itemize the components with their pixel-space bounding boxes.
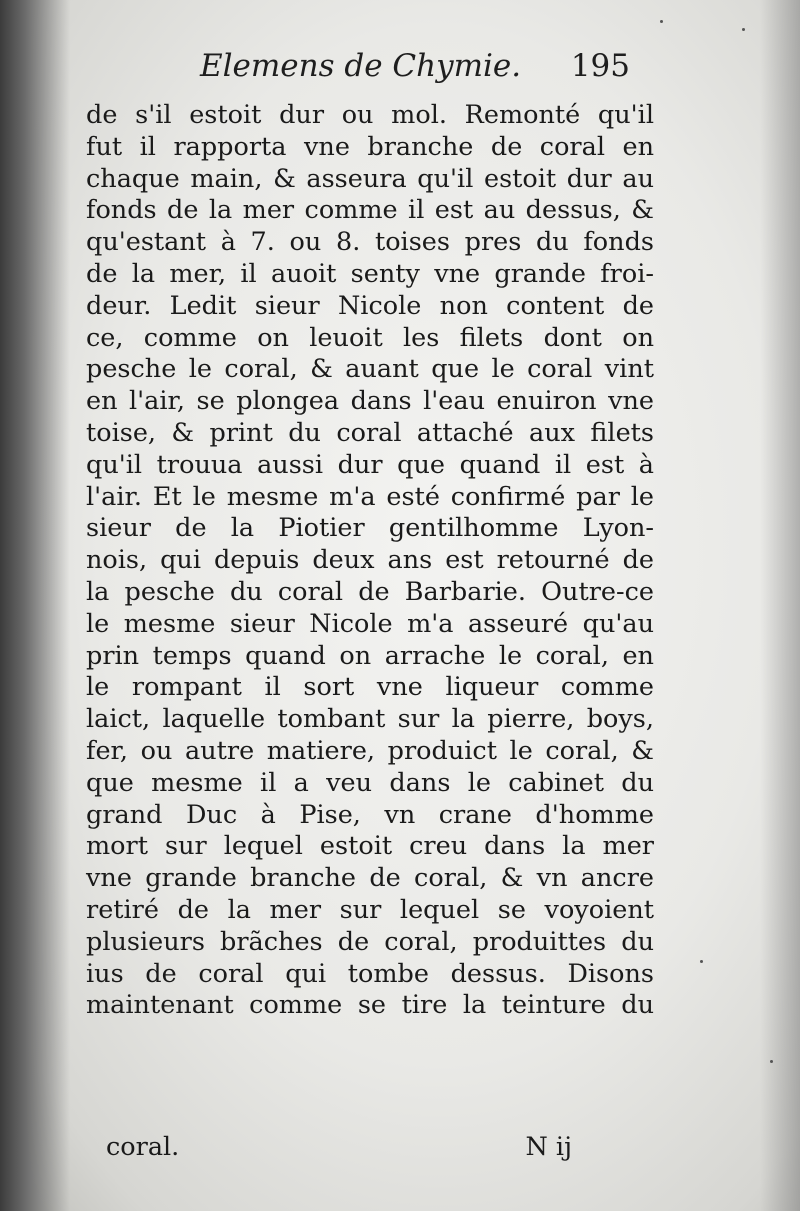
- text-line: pesche le coral, & auant que le coral vint: [86, 354, 654, 385]
- paper-speck: [660, 20, 663, 23]
- text-line: fut il rapporta vne branche de coral en: [86, 131, 654, 162]
- text-line: laict, laquelle tombant sur la pierre, boys,: [86, 704, 654, 735]
- text-line: le mesme sieur Nicole m'a asseuré qu'au: [86, 608, 654, 639]
- text-line: fer, ou autre matiere, produict le coral, &: [86, 735, 654, 766]
- text-line: ius de coral qui tombe dessus. Disons: [86, 958, 654, 989]
- text-line: la pesche du coral de Barbarie. Outre-ce: [86, 576, 654, 607]
- body-text: [86, 100, 654, 1022]
- running-title: Elemens de Chymie.: [200, 48, 522, 84]
- text-line: de la mer, il auoit senty vne grande froi-: [86, 258, 654, 289]
- text-line: maintenant comme se tire la teinture du: [86, 990, 654, 1021]
- text-line: prin temps quand on arrache le coral, en: [86, 640, 654, 671]
- paper-speck: [742, 28, 745, 31]
- text-line: plusieurs brãches de coral, produittes du: [86, 926, 654, 957]
- text-line: mort sur lequel estoit creu dans la mer: [86, 831, 654, 862]
- text-line: que mesme il a veu dans le cabinet du: [86, 767, 654, 798]
- text-line: deur. Ledit sieur Nicole non content de: [86, 290, 654, 321]
- paper-speck: [700, 960, 703, 963]
- page-number: 195: [570, 48, 630, 84]
- text-line: grand Duc à Pise, vn crane d'homme: [86, 799, 654, 830]
- text-line: de s'il estoit dur ou mol. Remonté qu'il: [86, 100, 654, 130]
- text-line: fonds de la mer comme il est au dessus, &: [86, 195, 654, 226]
- text-line: toise, & print du coral attaché aux filets: [86, 417, 654, 448]
- edge-shadow: [760, 0, 800, 1211]
- signature-mark: N ij: [525, 1132, 572, 1162]
- text-line: retiré de la mer sur lequel se voyoient: [86, 894, 654, 925]
- gutter-shadow: [0, 0, 70, 1211]
- text-line: l'air. Et le mesme m'a esté confirmé par le: [86, 481, 654, 512]
- catchword: coral.: [106, 1132, 180, 1162]
- page-footer: [106, 1132, 572, 1172]
- text-line: qu'il trouua aussi dur que quand il est à: [86, 449, 654, 480]
- text-line: le rompant il sort vne liqueur comme: [86, 672, 654, 703]
- text-line: qu'estant à 7. ou 8. toises pres du fonds: [86, 227, 654, 258]
- text-line: nois, qui depuis deux ans est retourné de: [86, 545, 654, 576]
- page-header: [200, 48, 630, 98]
- paper-speck: [770, 1060, 773, 1063]
- text-line: en l'air, se plongea dans l'eau enuiron vne: [86, 386, 654, 417]
- text-line: chaque main, & asseura qu'il estoit dur au: [86, 163, 654, 194]
- text-line: sieur de la Piotier gentilhomme Lyon-: [86, 513, 654, 544]
- text-line: ce, comme on leuoit les filets dont on: [86, 322, 654, 353]
- text-line: vne grande branche de coral, & vn ancre: [86, 863, 654, 894]
